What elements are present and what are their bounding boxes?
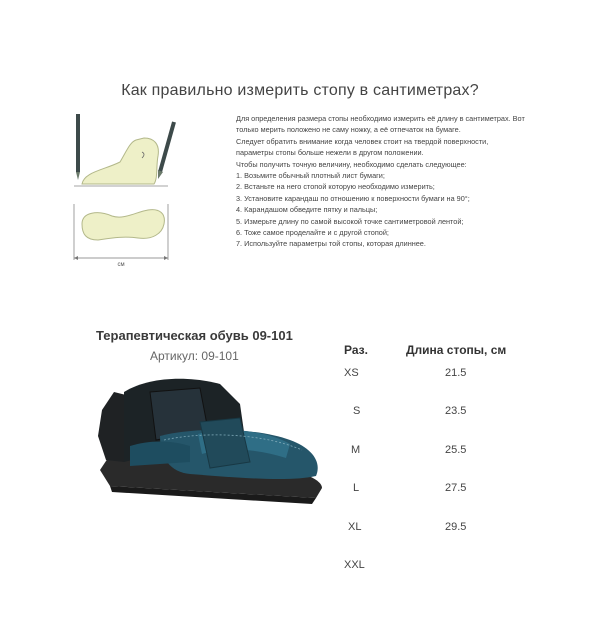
table-row-length: 29.5: [445, 521, 467, 533]
therapeutic-shoe-image: [90, 362, 330, 512]
product-article: Артикул: 09-101: [150, 349, 239, 363]
instruction-line: Для определения размера стопы необходимо измерить её длину в сантиметрах. Вот только мерить положено не саму ножку, а её отпечаток на бумаге.: [236, 114, 525, 135]
instruction-step: 1. Возьмите обычный плотный лист бумаги;: [236, 171, 385, 181]
foot-measurement-illustration: [64, 112, 184, 272]
length-unit-label: см: [117, 262, 125, 268]
table-row-size: XS: [344, 367, 359, 379]
table-row-length: 27.5: [445, 482, 467, 494]
instructions-text: [236, 113, 526, 250]
foot-side-outline: [82, 138, 158, 184]
instruction-line: Следует обратить внимание когда человек стоит на твердой поверхности, параметры стопы больше нежели в другом положении.: [236, 136, 489, 158]
instruction-step: 3. Установите карандаш по отношению к поверхности бумаги на 90°;: [236, 193, 470, 203]
instruction-line: Чтобы получить точную величину, необходимо сделать следующее:: [236, 159, 467, 169]
table-row-length: 21.5: [445, 367, 467, 379]
instruction-step: 6. Тоже самое проделайте и с другой стопой;: [236, 228, 389, 238]
table-row-size: M: [351, 444, 361, 456]
pencil-icon: [76, 114, 80, 180]
instruction-step: 7. Используйте параметры той стопы, которая длиннее.: [236, 239, 426, 249]
table-row-length: 23.5: [445, 405, 467, 417]
table-row-size: XXL: [344, 559, 365, 571]
table-row-length: 25.5: [445, 444, 467, 456]
pencil-icon: [158, 122, 174, 179]
length-column-header: Длина стопы, см: [406, 343, 507, 357]
product-name: Терапевтическая обувь 09-101: [96, 328, 293, 343]
page-title: Как правильно измерить стопу в сантиметрах?: [121, 82, 479, 99]
instruction-step: 2. Встаньте на него стопой которую необходимо измерить;: [236, 182, 435, 192]
instruction-step: 4. Карандашом обведите пятку и пальцы;: [236, 205, 378, 215]
table-row-size: S: [353, 405, 361, 417]
table-row-size: L: [353, 482, 360, 494]
instruction-step: 5. Измерьте длину по самой высокой точке сантиметровой лентой;: [236, 216, 464, 226]
size-column-header: Раз.: [344, 343, 368, 357]
table-row-size: XL: [348, 521, 362, 533]
foot-sole-outline: [82, 210, 164, 240]
